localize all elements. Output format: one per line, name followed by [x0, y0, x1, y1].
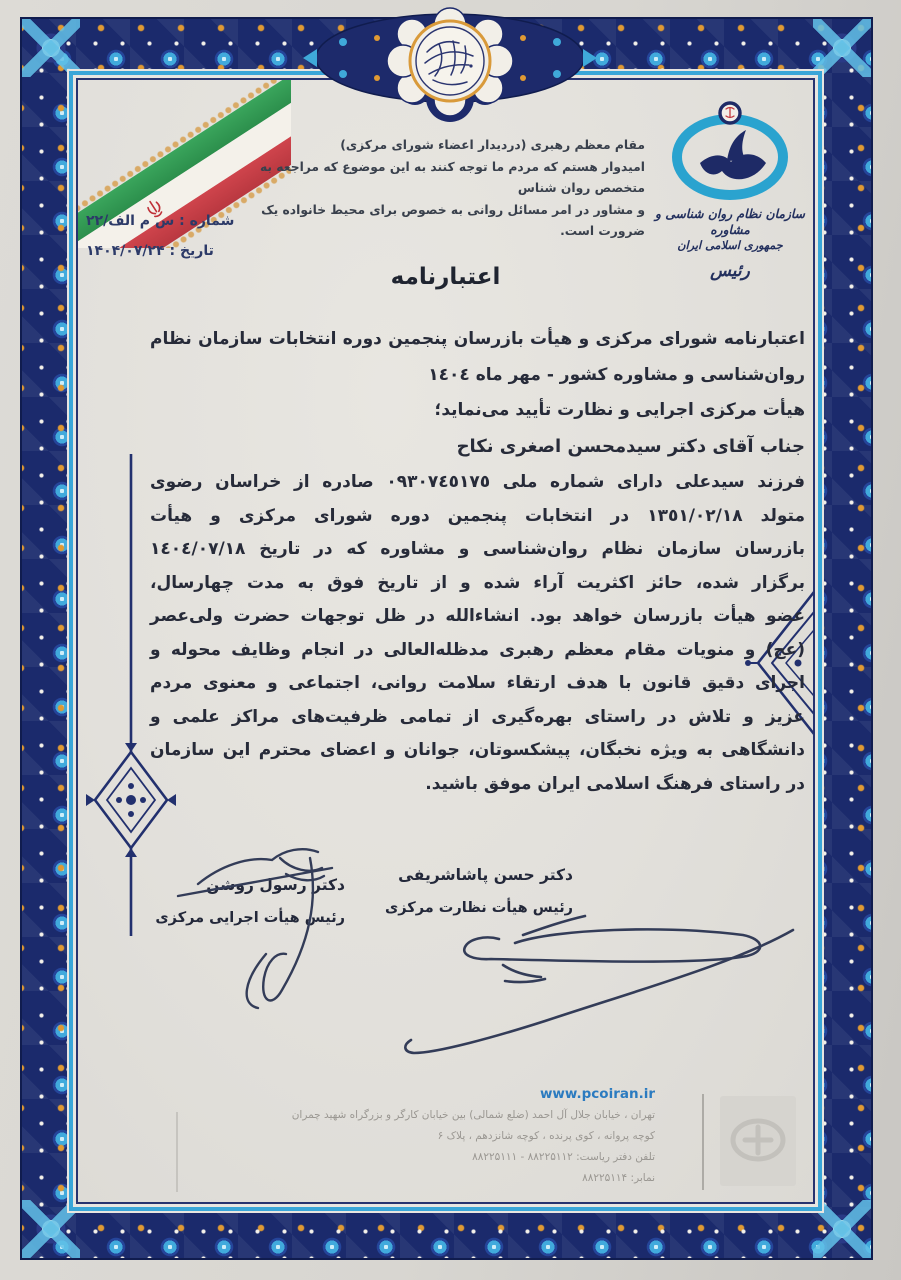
body-paragraph [150, 466, 805, 801]
reference-number: شماره : س م الف/۲۲ [86, 213, 235, 229]
leader-quote [225, 135, 645, 243]
body-line: دانشگاهی به ویژه نخبگان، پیشکسوتان، جوانان و اعضای محترم این سازمان [150, 740, 805, 760]
document-title: اعتبارنامه [390, 264, 501, 290]
quote-line: امیدوار هستم که مردم ما توجه کنند به این موضوع که مراجعه به متخصص روان شناس [259, 159, 645, 195]
website-url: www.pcoiran.ir [539, 1086, 655, 1102]
organization-logo-watermark [720, 1096, 796, 1186]
body-line: (عج) و منویات مقام معظم رهبری مدظله‌العالی در انجام وظایف محوله و [150, 639, 805, 660]
intro-line: روان‌شناسی و مشاوره کشور - مهر ماه ١٤٠٤ [428, 364, 805, 385]
intro-paragraph [150, 322, 805, 464]
psychology-organization-logo-icon [667, 100, 793, 202]
body-line: بازرسان سازمان نظام روان‌شناسی و مشاوره که در تاریخ ١٤٠٤/٠٧/١٨ [150, 539, 805, 559]
signature-right-ink [395, 903, 805, 1073]
body-line: برگزار شده، حائز اکثریت آراء شده و از تاریخ فوق به مدت چهارسال، [150, 572, 805, 593]
footer-divider [702, 1094, 704, 1190]
issue-date: تاریخ : ۱۴۰۴/۰۷/۲۴ [86, 243, 214, 259]
signer-role: رئیس هیأت اجرایی مرکزی [155, 910, 345, 926]
footer-contact-block [185, 1083, 655, 1189]
organization-name: سازمان نظام روان شناسی و مشاوره [655, 207, 805, 237]
signer-name: دکتر رسول روشن [206, 876, 345, 894]
body-line: فرزند سیدعلی دارای شماره ملی ٠٩٣٠٧٤٥١٧٥ صادره از خراسان رضوی [150, 472, 805, 492]
fax-line: نمابر: ۸۸۲۲۵۱۱۴ [582, 1172, 655, 1184]
intro-line: هیأت مرکزی اجرایی و نظارت تأیید می‌نماید؛ [434, 400, 805, 420]
reference-block [86, 206, 234, 266]
footer-left-rule [176, 1112, 178, 1192]
body-line: عضو هیأت بازرسان خواهد بود. انشاءالله در ظل توجهات حضرت ولی‌عصر [150, 606, 805, 626]
bismillah-calligraphy-medallion [281, 6, 619, 128]
address-line: کوچه پروانه ، کوی پرنده ، کوچه شانزدهم ، پلاک ۶ [437, 1130, 655, 1142]
address-line: تهران ، خیابان جلال آل احمد (ضلع شمالی) بین خیابان کارگر و بزرگراه شهید چمران [291, 1109, 655, 1121]
organization-block [652, 100, 808, 281]
quote-line: و مشاور در امر مسائل روانی به خصوص برای محیط خانواده یک ضرورت است. [261, 202, 645, 238]
body-line: اجرای دقیق قانون با هدف ارتقاء سلامت روانی، اجتماعی و معنوی مردم [150, 673, 805, 693]
quote-line: مقام معظم رهبری (دردیدار اعضاء شورای مرکزی) [340, 138, 645, 152]
border-corner-ornament [813, 19, 871, 77]
president-label: رئیس [710, 261, 750, 281]
body-line: متولد ١٣٥١/٠٢/١٨ در انتخابات پنجمین دوره شورای مرکزی و هیأت [150, 505, 805, 526]
intro-line: اعتبارنامه شورای مرکزی و هیأت بازرسان پنجمین دوره انتخابات سازمان نظام [150, 329, 805, 349]
organization-country: جمهوری اسلامی ایران [677, 239, 783, 252]
body-line: عزیز و تلاش در راستای بهره‌گیری از تمامی ظرفیت‌های مراکز علمی و [150, 706, 805, 727]
border-corner-ornament [22, 19, 80, 77]
border-corner-ornament [813, 1200, 871, 1258]
border-corner-ornament [22, 1200, 80, 1258]
signer-role: رئیس هیأت نظارت مرکزی [384, 900, 573, 916]
signature-left-ink [160, 830, 350, 1030]
body-line: در راستای فرهنگ اسلامی ایران موفق باشید. [425, 773, 805, 794]
recipient-name: جناب آقای دکتر سیدمحسن اصغری نکاح [456, 435, 805, 457]
watermark-logo-icon [720, 1096, 796, 1186]
phone-line: تلفن دفتر ریاست: ۸۸۲۲۵۱۱۲ - ۸۸۲۲۵۱۱۱ [472, 1151, 655, 1163]
signer-name: دکتر حسن پاشاشریفی [398, 866, 573, 884]
